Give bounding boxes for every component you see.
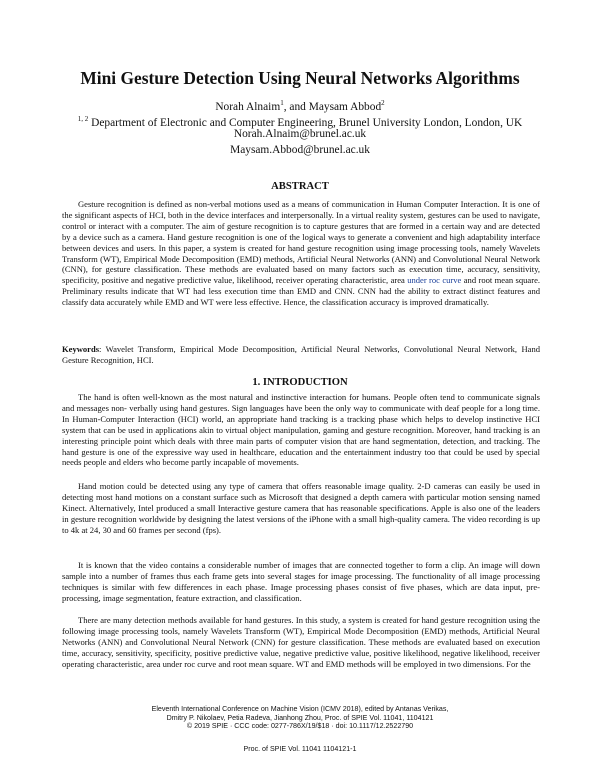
body-paragraph: Hand motion could be detected using any type of camera that offers reasonable image quality. 2-D cameras can easily be used in detecting most hand motions on a constant surface such as Microsoft that designed a depth camera with particular motion sensing named Kinect. Alternatively, Intel produced a small Interactive gesture camera that has reasonable specifications. Apple is also one of the leaders in gesture recognition worldwide by designing the latest versions of the iPhone with a small high-quality camera. The video recording is up to 4k at 24, 30 and 60 frames per second (fps). (62, 481, 540, 535)
author-name: Norah Alnaim (215, 100, 281, 113)
author-name: Maysam Abbod (308, 100, 382, 113)
section-heading: 1. INTRODUCTION (252, 377, 348, 388)
author-superscript: 1 (280, 99, 284, 107)
footer-citation-line: Dmitry P. Nikolaev, Petia Radeva, Jianhong Zhou, Proc. of SPIE Vol. 11041, 1104121 (166, 714, 434, 722)
body-paragraph: It is known that the video contains a considerable number of images that are connected together to form a clip. An image will down sample into a number of frames thus each frame gets into several stages for image processing. The functionality of all image processing techniques is similar with few differences in each phase. Image processing phases consist of five phases, which are data input, pre-processing, image segmentation, feature extraction, and classification. (62, 560, 540, 603)
abstract-heading: ABSTRACT (271, 181, 329, 192)
footer-citation-line: Eleventh International Conference on Machine Vision (ICMV 2018), edited by Antanas Verikas, (151, 705, 449, 713)
body-paragraph: There are many detection methods available for hand gestures. In this study, a system is created for hand gesture recognition using the following image processing tools, namely Wavelets Transform (WT), Empirical Mode Decomposition (EMD) methods, Artificial Neural Networks (ANN) and Convolutional Neural Network (CNN) for gesture classification. These methods are evaluated based on execution time, accuracy, sensitivity, specificity, positive predictive value, negative predictive value, positive likelihood, negative likelihood, receiver operating characteristic, area under roc curve and root mean square. WT and EMD methods will be employed in two dimensions. For the (62, 615, 540, 669)
page-number: Proc. of SPIE Vol. 11041 1104121-1 (243, 745, 357, 753)
abstract-text-part: Gesture recognition is defined as non-verbal motions used as a means of communication in Human Computer Interaction. It is one of the significant aspects of HCI, both in the device interfaces and interpersonally. In a virtual reality system, gestures can be used to navigate, control or interact with a computer. The aim of gesture recognition is to capture gestures that are formed in a certain way and are detected by a device such as a camera. Hand gesture recognition is one of the logical ways to generate a convenient and high adaptability interface between devices and users. In this paper, a system is created for hand gesture recognition using image processing tools, namely Wavelets Transform (WT), Empirical Mode Decomposition (EMD) methods, Artificial Neural Networks (ANN) and Convolutional Neural Network (CNN), for gesture classification. These methods are evaluated based on many factors such as execution time, accuracy, sensitivity, specificity, positive and negative predictive value, likelihood, receiver operating characteristic, area (62, 199, 540, 286)
email-address[interactable]: Maysam.Abbod@brunel.ac.uk (230, 144, 370, 156)
author-superscript: 2 (381, 99, 385, 107)
author-separator: , and (283, 100, 309, 113)
affiliation-text: Department of Electronic and Computer Engineering, Brunel University London, London, UK (91, 116, 523, 129)
keywords-label: Keywords (62, 344, 100, 354)
keywords-text: : Wavelet Transform, Empirical Mode Decomposition, Artificial Neural Networks, Convolutional Neural Network, Hand Gesture Recognition, HCI. (62, 344, 540, 365)
affiliation-superscript: 1, 2 (77, 115, 89, 123)
abstract-text (62, 199, 540, 308)
body-paragraph: The hand is often well-known as the most natural and instinctive interaction for humans. People often tend to communicate signals and messages non- verbally using hand gestures. Sign languages have been the only way to communicate with deaf people for a long time. In Human-Computer Interaction (HCI) world, an appropriate hand tracking is a tracking phase which helps to develop instinctive HCI system that can be used in applications akin to virtual object manipulation, gaming and gesture recognition. Moreover, hand tracking is an interesting principle point which deals with three main parts of computer vision that are hand segmentation, detection, and tracking. The hand gesture is one of the expressive way used in healthcare, education and the entertainment industry too that could be used by special needs people and elders who become partly incapable of movements. (62, 392, 540, 468)
abstract-link[interactable]: under roc curve (407, 275, 462, 286)
paper-title: Mini Gesture Detection Using Neural Networks Algorithms (80, 68, 520, 88)
abstract-text-part: and root mean square. Preliminary results indicate that WT had less execution time than EMD and CNN. CNN had the ability to extract distinct features and classify data accurately while EMD and WT were less effective. Hence, the classification accuracy is improved dramatically. (62, 275, 540, 308)
keywords (62, 344, 540, 366)
email-address[interactable]: Norah.Alnaim@brunel.ac.uk (233, 128, 367, 140)
footer-copyright-line: © 2019 SPIE · CCC code: 0277-786X/19/$18 · doi: 10.1117/12.2522790 (186, 722, 414, 730)
